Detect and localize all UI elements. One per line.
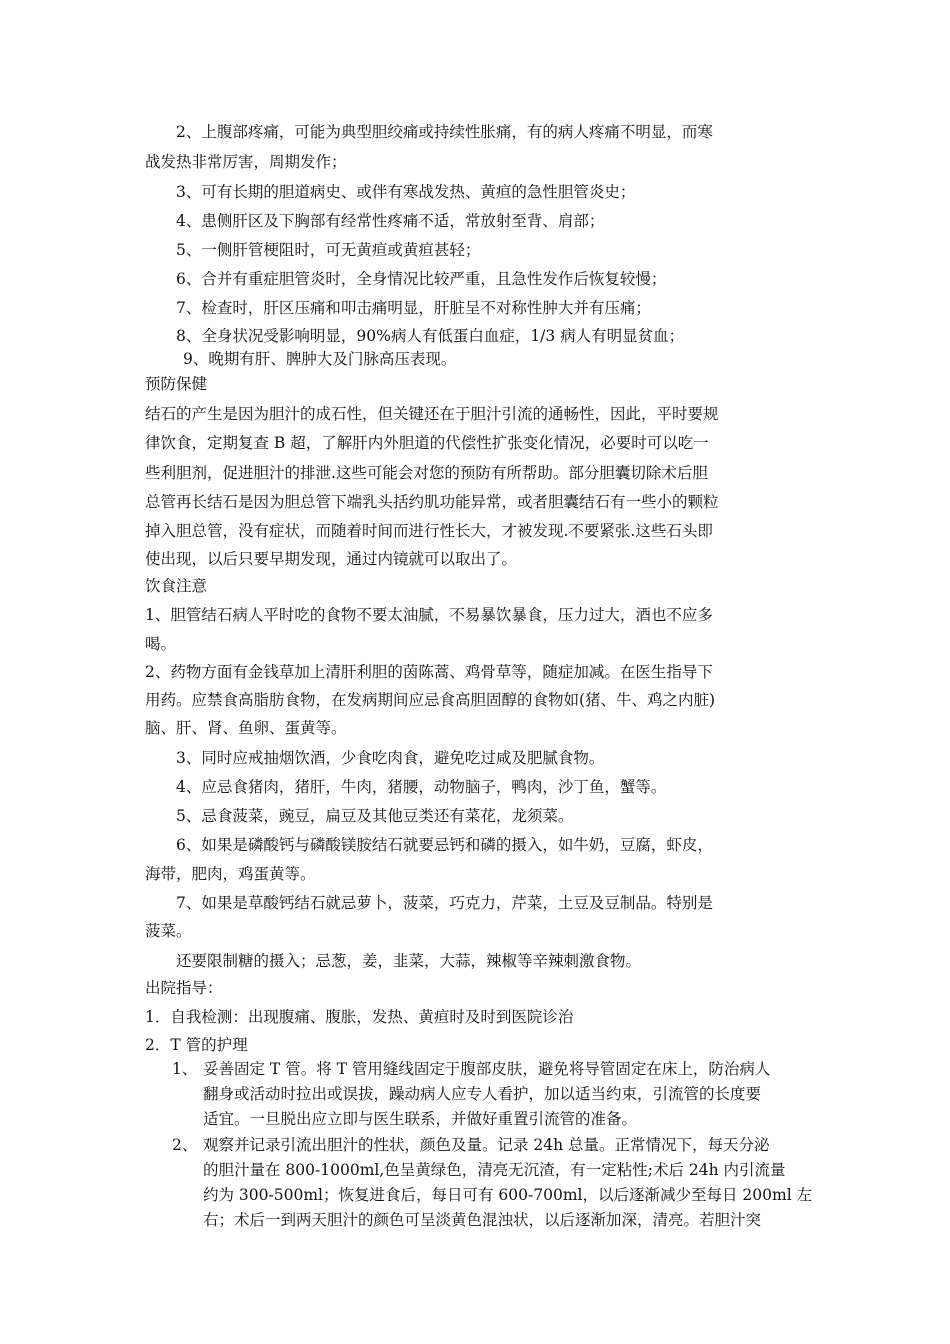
- diet-item-7-line-1: 7、如果是草酸钙结石就忌萝卜，菠菜，巧克力，芹菜，土豆及豆制品。特别是: [176, 894, 713, 912]
- prevention-line: 总管再长结石是因为胆总管下端乳头括约肌功能异常，或者胆囊结石有一些小的颗粒: [145, 493, 719, 511]
- diet-item-2-line-1: 2、药物方面有金钱草加上清肝利胆的茵陈蒿、鸡骨草等，随症加减。在医生指导下: [145, 663, 713, 681]
- discharge-heading: 出院指导：: [145, 979, 223, 997]
- prevention-line: 些利胆剂，促进胆汁的排泄.这些可能会对您的预防有所帮助。部分胆囊切除术后胆: [145, 464, 708, 482]
- diet-item-2-line-3: 脑、肝、肾、鱼卵、蛋黄等。: [145, 719, 347, 737]
- discharge-item-2: 2．T 管的护理: [145, 1036, 248, 1054]
- diet-extra-note: 还要限制糖的摄入；忌葱，姜，韭菜，大蒜，辣椒等辛辣刺激食物。: [176, 952, 642, 970]
- diet-item-1-line-2: 喝。: [145, 635, 177, 653]
- t-tube-sub-1-line: 适宜。一旦脱出应立即与医生联系，并做好重置引流管的准备。: [203, 1110, 638, 1128]
- diet-item-6-line-2: 海带，肥肉，鸡蛋黄等。: [145, 865, 316, 883]
- diet-item-7-line-2: 菠菜。: [145, 922, 192, 940]
- symptom-item-6: 6、合并有重症胆管炎时，全身情况比较严重，且急性发作后恢复较慢；: [176, 270, 667, 288]
- prevention-line: 使出现，以后只要早期发现，通过内镜就可以取出了。: [145, 550, 518, 568]
- prevention-line: 律饮食，定期复查 B 超，了解肝内外胆道的代偿性扩张变化情况，必要时可以吃一: [145, 434, 709, 452]
- t-tube-sub-1-line: 翻身或活动时拉出或误拔，躁动病人应专人看护，加以适当约束，引流管的长度要: [203, 1085, 762, 1103]
- symptom-item-2-line-1: 2、上腹部疼痛，可能为典型胆绞痛或持续性胀痛，有的病人疼痛不明显，而寒: [176, 123, 713, 141]
- t-tube-sub-1-line: 妥善固定 T 管。将 T 管用缝线固定于腹部皮肤，避免将导管固定在床上，防治病人: [203, 1060, 771, 1078]
- diet-item-6-line-1: 6、如果是磷酸钙与磷酸镁胺结石就要忌钙和磷的摄入，如牛奶，豆腐，虾皮，: [176, 836, 713, 854]
- symptom-item-2-line-2: 战发热非常厉害，周期发作；: [145, 153, 347, 171]
- diet-item-2-line-2: 用药。应禁食高脂肪食物，在发病期间应忌食高胆固醇的食物如(猪、牛、鸡之内脏): [145, 691, 716, 709]
- symptom-item-3: 3、可有长期的胆道病史、或伴有寒战发热、黄疸的急性胆管炎史；: [176, 183, 636, 201]
- diet-heading: 饮食注意: [145, 577, 208, 595]
- diet-item-4: 4、应忌食猪肉，猪肝，牛肉，猪腰，动物脑子，鸭肉，沙丁鱼，蟹等。: [176, 778, 667, 796]
- prevention-heading: 预防保健: [145, 375, 208, 393]
- symptom-item-4: 4、患侧肝区及下胸部有经常性疼痛不适，常放射至背、肩部；: [176, 212, 605, 230]
- t-tube-sub-2-number: 2、: [172, 1136, 198, 1154]
- prevention-line: 结石的产生是因为胆汁的成石性，但关键还在于胆汁引流的通畅性，因此，平时要规: [145, 405, 719, 423]
- symptom-item-9: 9、晚期有肝、脾肿大及门脉高压表现。: [183, 350, 457, 368]
- t-tube-sub-2-line: 的胆汁量在 800-1000ml,色呈黄绿色，清亮无沉渣，有一定粘性;术后 24h 内引流量: [203, 1161, 786, 1179]
- t-tube-sub-1-number: 1、: [172, 1060, 198, 1078]
- diet-item-3: 3、同时应戒抽烟饮酒，少食吃肉食，避免吃过咸及肥腻食物。: [176, 749, 605, 767]
- t-tube-sub-2-line: 右；术后一到两天胆汁的颜色可呈淡黄色混浊状，以后逐渐加深，清亮。若胆汁突: [203, 1211, 762, 1229]
- symptom-item-8: 8、全身状况受影响明显，90%病人有低蛋白血症，1/3 病人有明显贫血；: [176, 327, 685, 345]
- diet-item-5: 5、忌食菠菜，豌豆，扁豆及其他豆类还有菜花，龙须菜。: [176, 807, 574, 825]
- symptom-item-5: 5、一侧肝管梗阻时，可无黄疸或黄疸甚轻；: [176, 241, 481, 259]
- prevention-line: 掉入胆总管，没有症状，而随着时间而进行性长大，才被发现.不要紧张.这些石头即: [145, 522, 713, 540]
- t-tube-sub-2-line: 约为 300-500ml；恢复进食后，每日可有 600-700ml，以后逐渐减少至每日 200ml 左: [203, 1186, 813, 1204]
- discharge-item-1: 1．自我检测：出现腹痛、腹胀，发热、黄疸时及时到医院诊治: [145, 1008, 574, 1026]
- symptom-item-7: 7、检查时，肝区压痛和叩击痛明显，肝脏呈不对称性肿大并有压痛；: [176, 299, 651, 317]
- diet-item-1-line-1: 1、胆管结石病人平时吃的食物不要太油腻，不易暴饮暴食，压力过大，酒也不应多: [145, 606, 713, 624]
- t-tube-sub-2-line: 观察并记录引流出胆汁的性状，颜色及量。记录 24h 总量。正常情况下，每天分泌: [203, 1136, 770, 1154]
